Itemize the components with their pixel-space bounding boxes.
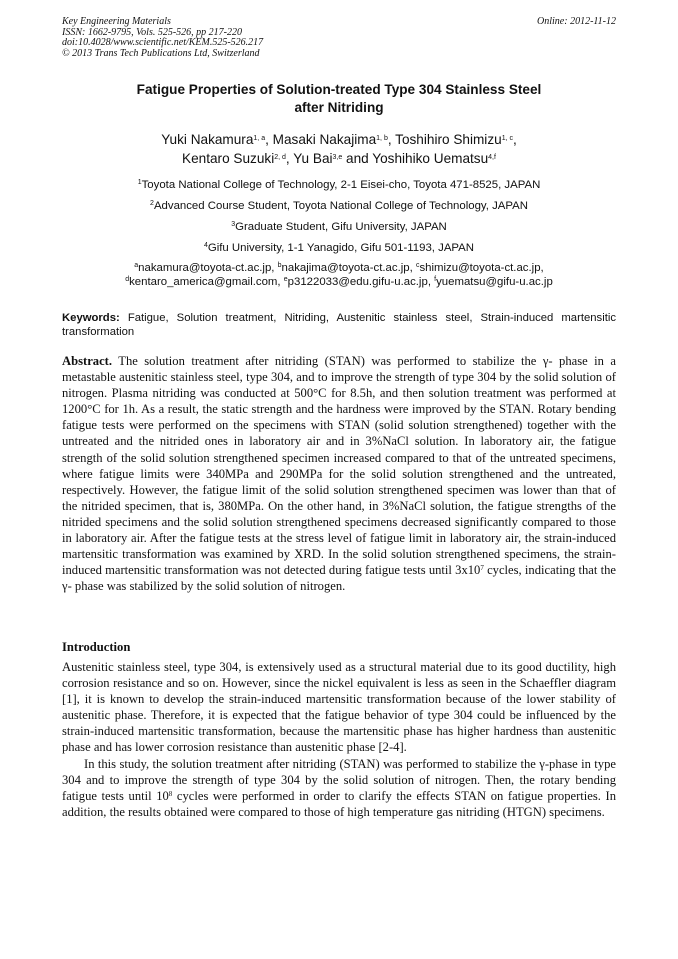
abstract-text-end: cycles, indicating that the γ- phase was stabilized by the solid solution of nitrogen. (62, 563, 617, 594)
author-email: shimizu@toyota-ct.ac.jp (419, 262, 541, 274)
author-line-2 (62, 149, 616, 168)
author-list (62, 130, 616, 168)
email-line-2 (62, 275, 616, 289)
affiliation-2 (62, 198, 616, 219)
affiliation-1 (62, 177, 616, 198)
author-email: p3122033@edu.gifu-u.ac.jp (287, 276, 428, 288)
author-line-1 (62, 130, 616, 149)
author-separator: , (285, 151, 294, 166)
email-separator: , (540, 262, 544, 274)
affiliation-4 (62, 240, 616, 261)
affiliation-number: 2 (150, 200, 154, 207)
author-name: Yuki Nakamura (161, 132, 254, 147)
affiliation-number: 1 (137, 179, 142, 186)
author-name: Toshihiro Shimizu (395, 132, 502, 147)
keywords (62, 311, 616, 339)
author-name: Masaki Nakajima (272, 132, 377, 147)
author-name: Yu Bai (293, 151, 333, 166)
author-name: Yoshihiko Uematsu (372, 151, 489, 166)
online-date: Online: 2012-11-12 (537, 16, 616, 27)
copyright-line: © 2013 Trans Tech Publications Ltd, Switzerland (62, 47, 260, 59)
keywords-text: Fatigue, Solution treatment, Nitriding, Austenitic stainless steel, Strain-induced martensitic transformation (62, 312, 617, 338)
intro-paragraph-2-text: In this study, the solution treatment after nitriding (STAN) was performed to stabilize the γ-phase in type 304 and to improve the strength of type 304 by the solid solution of nitrogen. Then, the rotary bending fatigue tests until 10 (62, 756, 616, 803)
affiliation-number: 4 (203, 242, 208, 249)
email-mark: f (434, 276, 437, 283)
intro-paragraph-2-text-end: cycles were performed in order to clarify the effects STAN on fatigue properties. In addition, the results obtained were compared to those of high temperature gas nitriding (HTGN) specimens. (62, 788, 617, 819)
issn-line: ISSN: 1662-9795, Vols. 525-526, pp 217-220 (62, 26, 242, 38)
abstract-text: The solution treatment after nitriding (STAN) was performed to stabilize the γ- phase in a metastable austenitic stainless steel, type 304, and to improve the strength of type 304 by the solid solution of nitrogen. Plasma nitriding was conducted at 500°C for 8.5h, and then solution treatment was performed at 1200°C for 1h. As a result, the static strength and the hardness were improved by the STAN. Rotary bending fatigue tests were performed on the specimens with STAN (solid solution strengthened) together with the untreated and the nitrided ones in laboratory air and in 3%NaCl solution. In laboratory air, the fatigue strength of the solid solution strengthened specimen increased compared to that of the untreated specimens, where fatigue limits were 340MPa and 290MPa for the solid solution strengthened and the untreated, respectively. However, the fatigue limit of the solid solution strengthened specimen was lower than that of the nitrided specimen, that is, 380MPa. On the other hand, in 3%NaCl solution, the fatigue strengths of the nitrided specimens and the solid solution strengthened specimens decreased significantly compared to those in laboratory air. After the fatigue tests at the stress level of fatigue limit in laboratory air, the strain-induced martensitic transformation was examined by XRD. In the solid solution strengthened specimens, the strain-induced martensitic transformation was not detected during fatigue tests until 3x10 (62, 354, 617, 578)
journal-header (62, 17, 616, 59)
email-separator: , (271, 262, 278, 274)
author-separator: , (265, 132, 273, 147)
journal-name: Key Engineering Materials (62, 16, 171, 27)
email-mark: d (125, 276, 130, 283)
affiliation-number: 3 (231, 221, 236, 228)
email-mark: e (283, 276, 288, 283)
intro-paragraph-2 (62, 756, 616, 820)
affiliation-text: Graduate Student, Gifu University, JAPAN (235, 221, 447, 233)
title-line-2: after Nitriding (294, 100, 384, 115)
introduction-body (62, 659, 616, 820)
abstract-exponent: 7 (480, 564, 484, 573)
email-mark: c (415, 262, 420, 269)
author-affil-mark: 4,f (488, 154, 496, 161)
title-line-1: Fatigue Properties of Solution-treated Type 304 Stainless Steel (136, 82, 542, 97)
email-mark: b (277, 262, 282, 269)
email-line-1 (62, 261, 616, 275)
author-affil-mark: 1, a (253, 135, 266, 142)
abstract (62, 353, 616, 594)
author-separator: and (342, 151, 373, 166)
affiliations (62, 177, 616, 289)
author-email: nakamura@toyota-ct.ac.jp (138, 262, 272, 274)
author-affil-mark: 1, b (376, 135, 388, 142)
affiliation-3 (62, 219, 616, 240)
author-separator: , (512, 132, 517, 147)
affiliation-text: Gifu University, 1-1 Yanagido, Gifu 501-1193, JAPAN (207, 242, 475, 254)
abstract-label: Abstract. (62, 354, 113, 368)
paper-title (62, 81, 616, 117)
affiliation-text: Toyota National College of Technology, 2-1 Eisei-cho, Toyota 471-8525, JAPAN (141, 179, 541, 191)
author-email: kentaro_america@gmail.com (129, 276, 278, 288)
author-email: yuematsu@gifu-u.ac.jp (436, 276, 553, 288)
author-affil-mark: 2, d (274, 154, 286, 161)
email-separator: , (427, 276, 435, 288)
author-name: Kentaro Suzuki (182, 151, 275, 166)
email-separator: , (409, 262, 416, 274)
author-affil-mark: 3,e (332, 154, 343, 161)
author-email: nakajima@toyota-ct.ac.jp (281, 262, 410, 274)
affiliation-text: Advanced Course Student, Toyota National College of Technology, JAPAN (153, 200, 528, 212)
email-separator: , (277, 276, 284, 288)
doi-line: doi:10.4028/www.scientific.net/KEM.525-526.217 (62, 37, 264, 49)
intro-exponent: 8 (168, 789, 173, 798)
keywords-label: Keywords: (62, 312, 120, 324)
intro-paragraph-1: Austenitic stainless steel, type 304, is extensively used as a structural material due to its good ductility, high corrosion resistance and so on. However, since the nickel equivalent is less as seen in the Schaeffler diagram [1], it is known to develop the strain-induced martensitic transformation because of the lower stability of austenitic phase. Therefore, it is expected that the fatigue behavior of type 304 could be influenced by the strain-induced martensitic transformation, because the martensitic phase has higher hardness than austenitic phase and has lower corrosion resistance than austenitic phase [2-4]. (62, 660, 616, 755)
email-mark: a (134, 262, 139, 269)
author-affil-mark: 1, c (501, 135, 513, 142)
section-heading-introduction: Introduction (62, 640, 131, 654)
author-separator: , (387, 132, 396, 147)
